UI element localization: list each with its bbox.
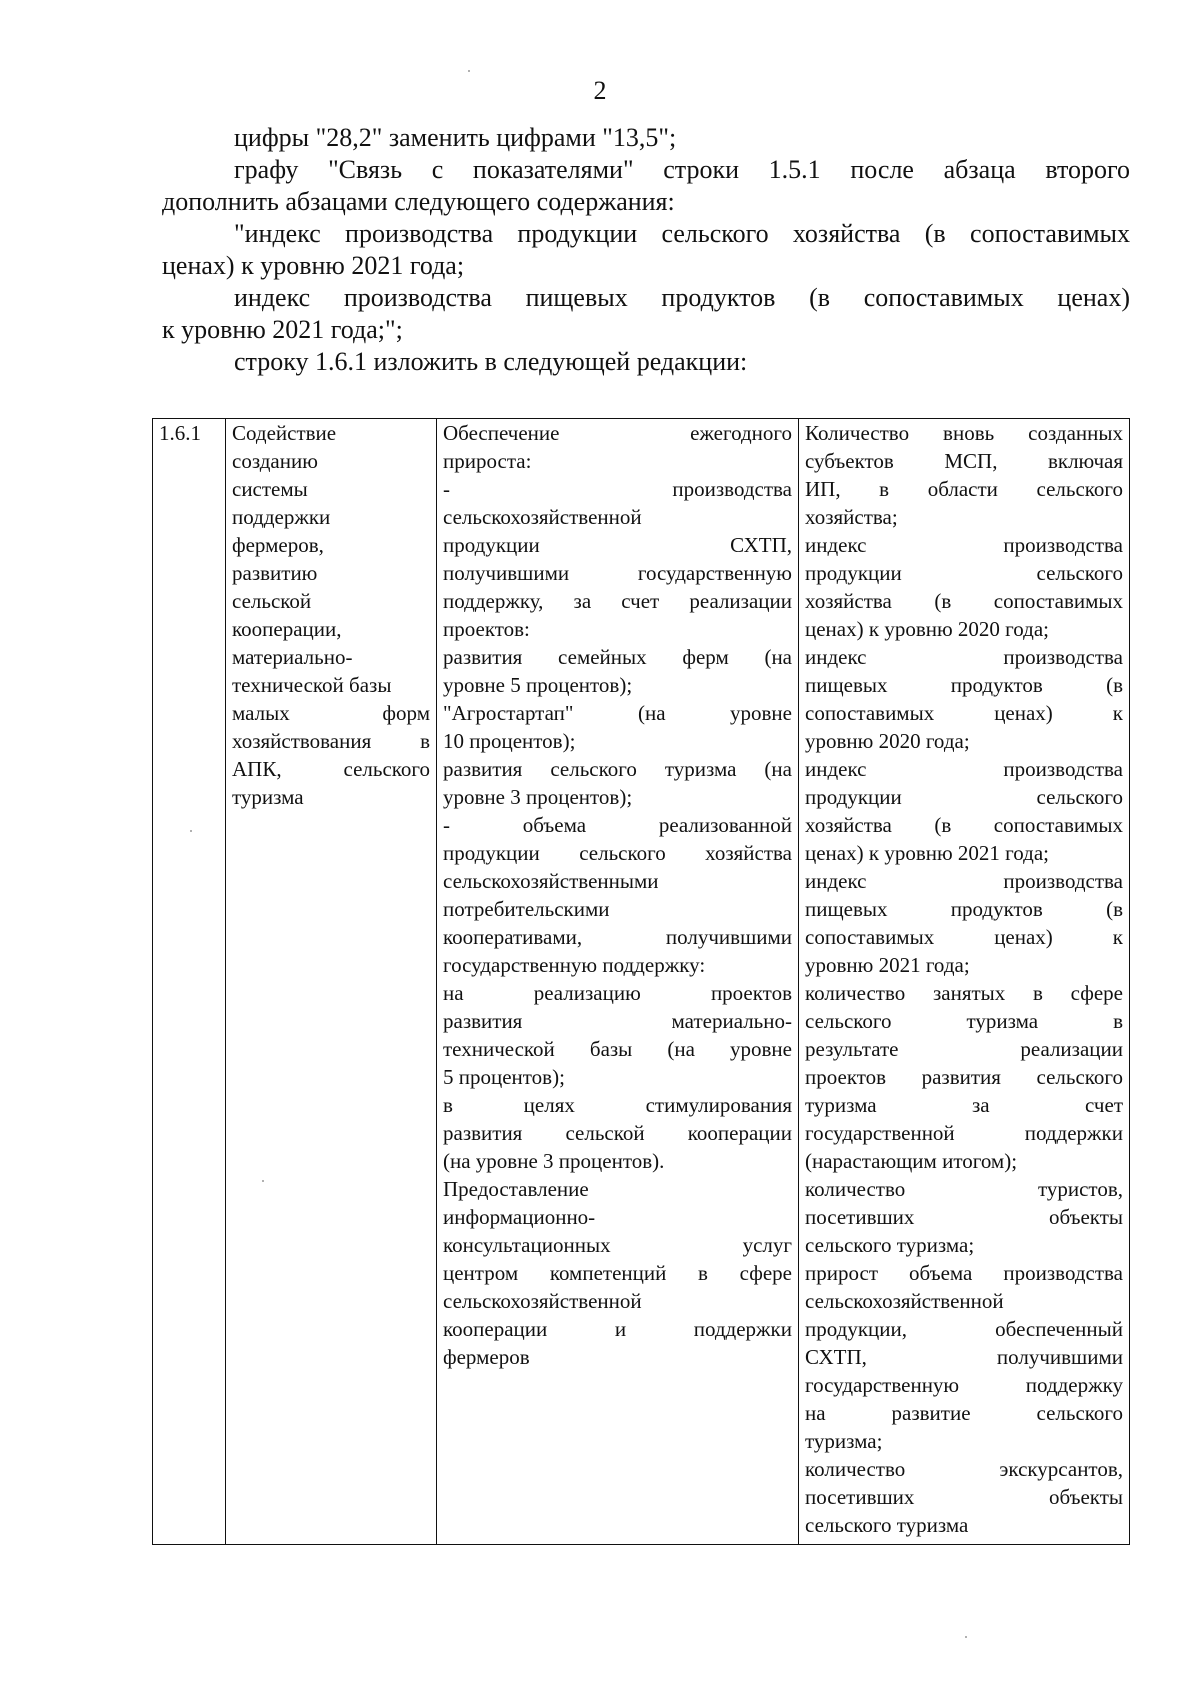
event-line: материально-	[232, 645, 353, 669]
indicator-line: туризма;	[805, 1429, 883, 1453]
row-number-cell	[153, 419, 226, 1545]
indicator-line: субъектов МСП, включая	[805, 449, 1123, 473]
event-line: технической базы	[232, 673, 392, 697]
indicator-line: ценах) к уровню 2020 года;	[805, 617, 1049, 641]
scan-speck	[965, 1636, 967, 1638]
indicator-line: индекс производства	[805, 869, 1123, 893]
result-cell	[437, 419, 799, 1545]
event-line: сельской	[232, 589, 312, 613]
indicator-line: проектов развития сельского	[805, 1065, 1123, 1089]
indicator-line: количество туристов,	[805, 1177, 1123, 1201]
indicator-line: Количество вновь созданных	[805, 421, 1123, 445]
result-line: технической базы (на уровне	[443, 1037, 792, 1061]
amendment-table	[152, 418, 1130, 1545]
indicator-line: индекс производства	[805, 533, 1123, 557]
result-line: развития сельской кооперации	[443, 1121, 792, 1145]
indicator-line: государственной поддержки	[805, 1121, 1123, 1145]
indicator-line: прирост объема производства	[805, 1261, 1123, 1285]
indicator-line: уровню 2020 года;	[805, 729, 970, 753]
event-line: малых форм	[232, 701, 430, 725]
indicator-line: СХТП, получившими	[805, 1345, 1123, 1369]
paragraph-quote-index-1: "индекс производства продукции сельского хозяйства (в сопоставимых	[234, 219, 1130, 248]
result-line: проектов:	[443, 617, 530, 641]
indicator-line: посетивших объекты	[805, 1205, 1123, 1229]
paragraph-digits-replace: цифры "28,2" заменить цифрами "13,5";	[234, 123, 677, 152]
indicator-line: пищевых продуктов (в	[805, 673, 1123, 697]
indicator-line: на развитие сельского	[805, 1401, 1123, 1425]
result-line: поддержку, за счет реализации	[443, 589, 792, 613]
indicator-line: туризма за счет	[805, 1093, 1123, 1117]
event-line: АПК, сельского	[232, 757, 430, 781]
result-line: "Агростартап" (на уровне	[443, 701, 792, 725]
result-line: кооперации и поддержки	[443, 1317, 792, 1341]
indicator-line: продукции сельского	[805, 785, 1123, 809]
indicator-line: продукции сельского	[805, 561, 1123, 585]
indicator-line: (нарастающим итогом);	[805, 1149, 1018, 1173]
indicator-line: уровню 2021 года;	[805, 953, 970, 977]
event-cell	[226, 419, 437, 1545]
event-line: туризма	[232, 785, 304, 809]
result-line: фермеров	[443, 1345, 530, 1369]
event-line: Содействие	[232, 421, 337, 445]
indicator-line: сопоставимых ценах) к	[805, 701, 1123, 725]
indicator-line: пищевых продуктов (в	[805, 897, 1123, 921]
indicator-line: хозяйства (в сопоставимых	[805, 589, 1123, 613]
indicator-line: сельского туризма;	[805, 1233, 975, 1257]
result-line: центром компетенций в сфере	[443, 1261, 792, 1285]
scan-speck	[262, 1180, 264, 1182]
result-line: продукции СХТП,	[443, 533, 792, 557]
event-line: созданию	[232, 449, 318, 473]
paragraph-quote-index-2: индекс производства пищевых продуктов (в сопоставимых ценах)	[234, 283, 1130, 312]
table-row	[153, 419, 1130, 1545]
result-line: сельскохозяйственной	[443, 1289, 642, 1313]
result-line: кооперативами, получившими	[443, 925, 792, 949]
result-line: в целях стимулирования	[443, 1093, 792, 1117]
result-line: сельскохозяйственными	[443, 869, 659, 893]
indicator-line: сельского туризма	[805, 1513, 969, 1537]
paragraph-column-change-cont: дополнить абзацами следующего содержания:	[162, 187, 675, 216]
result-line: продукции сельского хозяйства	[443, 841, 792, 865]
paragraph-quote-index-2-cont: к уровню 2021 года;";	[162, 315, 403, 344]
result-line: сельскохозяйственной	[443, 505, 642, 529]
event-line: поддержки	[232, 505, 331, 529]
result-line: информационно-	[443, 1205, 596, 1229]
indicator-line: хозяйства;	[805, 505, 898, 529]
result-line: развития материально-	[443, 1009, 792, 1033]
event-line: развитию	[232, 561, 318, 585]
indicator-cell	[799, 419, 1130, 1545]
result-line: уровне 5 процентов);	[443, 673, 633, 697]
indicator-line: количество занятых в сфере	[805, 981, 1123, 1005]
indicator-line: государственную поддержку	[805, 1373, 1123, 1397]
indicator-line: результате реализации	[805, 1037, 1123, 1061]
event-line: кооперации,	[232, 617, 342, 641]
scan-speck	[190, 830, 192, 832]
result-line: - объема реализованной	[443, 813, 792, 837]
result-line: на реализацию проектов	[443, 981, 792, 1005]
result-line: получившими государственную	[443, 561, 792, 585]
indicator-line: хозяйства (в сопоставимых	[805, 813, 1123, 837]
result-line: - производства	[443, 477, 792, 501]
paragraph-row-restate: строку 1.6.1 изложить в следующей редакции:	[234, 347, 748, 376]
event-line: системы	[232, 477, 308, 501]
indicator-line: продукции, обеспеченный	[805, 1317, 1123, 1341]
indicator-line: ценах) к уровню 2021 года;	[805, 841, 1049, 865]
result-line: прироста:	[443, 449, 532, 473]
indicator-line: сельскохозяйственной	[805, 1289, 1004, 1313]
indicator-line: количество экскурсантов,	[805, 1457, 1123, 1481]
row-number: 1.6.1	[159, 421, 201, 445]
result-line: Предоставление	[443, 1177, 589, 1201]
result-line: Обеспечение ежегодного	[443, 421, 792, 445]
result-line: консультационных услуг	[443, 1233, 792, 1257]
page-number: 2	[593, 76, 607, 105]
result-line: государственную поддержку:	[443, 953, 706, 977]
indicator-line: индекс производства	[805, 645, 1123, 669]
result-line: потребительскими	[443, 897, 610, 921]
event-line: хозяйствования в	[232, 729, 430, 753]
result-line: уровне 3 процентов);	[443, 785, 633, 809]
indicator-line: ИП, в области сельского	[805, 477, 1123, 501]
indicator-line: посетивших объекты	[805, 1485, 1123, 1509]
result-line: 5 процентов);	[443, 1065, 565, 1089]
scan-speck	[468, 70, 470, 72]
indicator-line: сопоставимых ценах) к	[805, 925, 1123, 949]
result-line: развития семейных ферм (на	[443, 645, 792, 669]
result-line: (на уровне 3 процентов).	[443, 1149, 665, 1173]
event-line: фермеров,	[232, 533, 324, 557]
indicator-line: индекс производства	[805, 757, 1123, 781]
result-line: развития сельского туризма (на	[443, 757, 792, 781]
indicator-line: сельского туризма в	[805, 1009, 1123, 1033]
paragraph-column-change: графу "Связь с показателями" строки 1.5.1 после абзаца второго	[234, 155, 1130, 184]
result-line: 10 процентов);	[443, 729, 576, 753]
paragraph-quote-index-1-cont: ценах) к уровню 2021 года;	[162, 251, 465, 280]
